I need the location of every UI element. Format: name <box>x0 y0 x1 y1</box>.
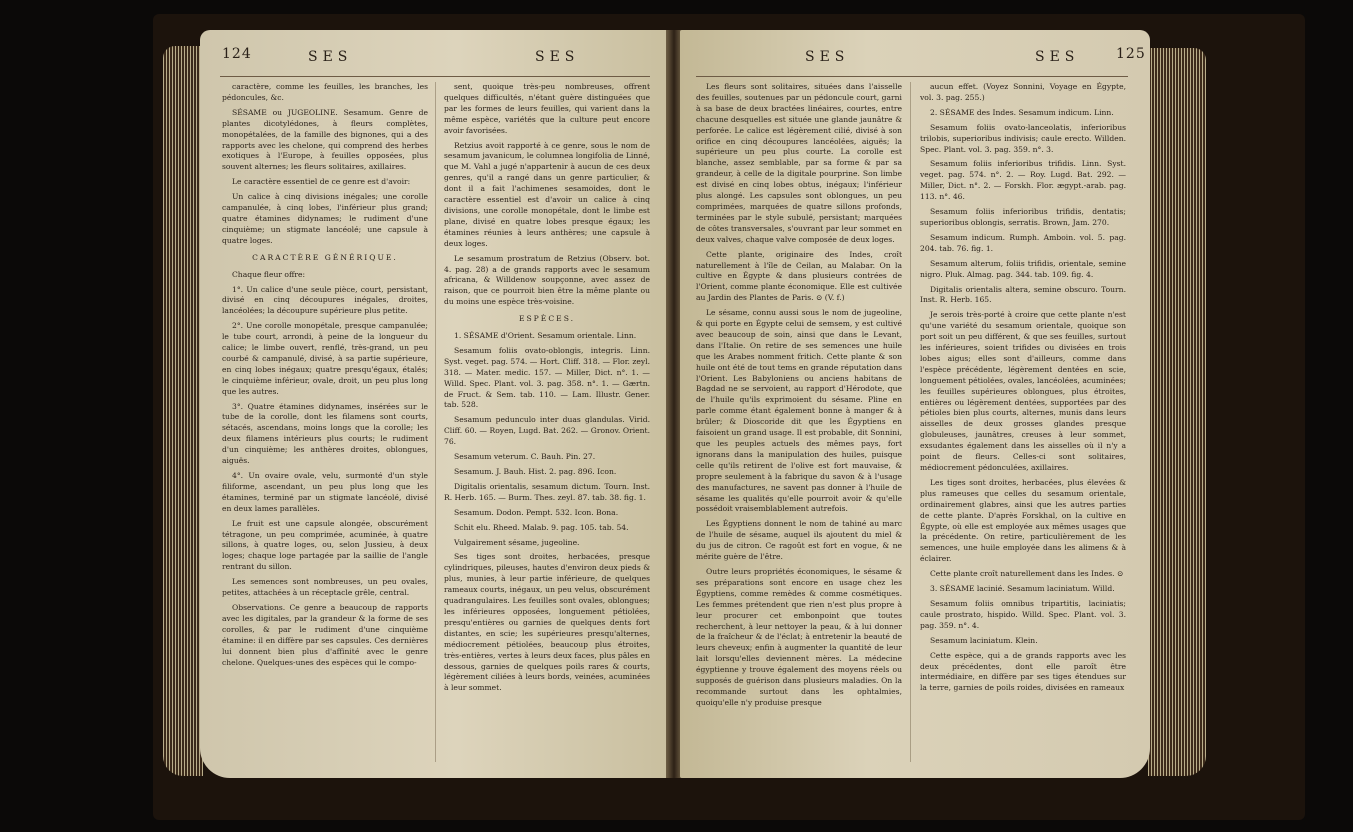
text-column <box>920 82 1126 698</box>
paragraph: Sesamum foliis ovato-oblongis, integris. Linn. Syst. veget. pag. 574. — Hort. Cliff. 318. — Flor. zeyl. 318. — Mater. medic. 157. — Miller, Dict. n°. 1. — Willd. Spec. Plant. vol. 3. pag. 358. n°. 1. — Gærtn. de Fruct. & Sem. tab. 110. — Lam. Illustr. Gener. tab. 528. <box>444 345 650 410</box>
paragraph: Sesamum indicum. Rumph. Amboin. vol. 5. pag. 204. tab. 76. fig. 1. <box>920 232 1126 253</box>
paragraph: Sesamum veterum. C. Bauh. Pin. 27. <box>454 452 596 462</box>
page-edges-left <box>163 46 203 776</box>
running-head: SES <box>805 49 850 65</box>
paragraph: Les Égyptiens donnent le nom de tahiné au marc de l'huile de sésame, auquel ils ajoutent du miel & du jus de citron. Ce ragoût est fort en vogue, & ne mérite guère de l'être. <box>696 519 902 562</box>
paragraph: Digitalis orientalis altera, semine obscuro. Tourn. Inst. R. Herb. 165. <box>920 284 1126 305</box>
paragraph: Vulgairement sésame, jugeoline. <box>454 537 580 547</box>
paragraph: Sesamum foliis ovato-lanceolatis, inferioribus trilobis, superioribus indivisis; caule erecto. Willden. Spec. Plant. vol. 3. pag. 359. n°. 3. <box>920 122 1126 154</box>
paragraph: 3°. Quatre étamines didynames, insérées sur le tube de la corolle, dont les filamens sont courts, sétacés, ascendans, moins longs que la corolle; les deux filamens intérieurs plus courts; le rudiment d'un cinquième; les anthères droites, oblongues, aiguës. <box>222 401 428 466</box>
paragraph: Sesamum foliis omnibus tripartitis, laciniatis; caule prostrato, hispido. Willd. Spec. Plant. vol. 3. pag. 359. n°. 4. <box>920 598 1126 630</box>
column-rule <box>435 82 436 762</box>
paragraph: caractère, comme les feuilles, les branches, les pédoncules, &c. <box>222 82 428 102</box>
column-rule <box>910 82 911 762</box>
paragraph: Observations. Ce genre a beaucoup de rapports avec les digitales, par la grandeur & la forme de ses corolles, & par le rudiment d'une cinquième étamine: il en diffère par ses capsules. Ces dernières lui donnent bien plus d'affinité avec le genre chelone. Quelques-unes des espèces qui le compo- <box>222 602 428 667</box>
page-number: 125 <box>1116 46 1146 62</box>
paragraph: Ses tiges sont droites, herbacées, presque cylindriques, pileuses, hautes d'environ deux pieds & plus, munies, à leur partie inférieure, de quelques rameaux courts, inégaux, un peu velus, obscurément quadrangulaires. Les feuilles sont ovales, oblongues; les inférieures opposées, longuement pétiolées, presqu'entières ou garnies de quelques dents fort distantes, en scie; les supérieures presqu'alternes, médiocrement pétiolées, beaucoup plus étroites, très-entières, vertes à leurs deux faces, plus pâles en dessous, garnies de quelques poils rares & courts, légèrement ciliées à leurs bords, veinées, acuminées à leur sommet. <box>444 552 650 693</box>
paragraph: Les tiges sont droites, herbacées, plus élevées & plus rameuses que celles du sesamum orientale, ordinairement glabres, ainsi que les autres parties de cette plante. D'après Forskhal, on la cultive en Égypte, où elle est employée aux mêmes usages que la précédente. On retire, particulièrement de les semences, une huile employée dans les alimens & à éclairer. <box>920 477 1126 564</box>
paragraph: Sesamum laciniatum. Klein. <box>930 635 1038 645</box>
paragraph: Sesamum foliis inferioribus trifidis. Linn. Syst. veget. pag. 574. n°. 2. — Roy. Lugd. Bat. 292. — Miller, Dict. n°. 2. — Forskh. Flor. ægypt.-arab. pag. 113. n°. 46. <box>920 159 1126 202</box>
page-number: 124 <box>222 46 252 62</box>
paragraph: 4°. Un ovaire ovale, velu, surmonté d'un style filiforme, ascendant, un peu plus long que les étamines, terminé par un stigmate lancéolé, divisé en deux lames parallèles. <box>222 471 428 513</box>
paragraph: Le sesamum prostratum de Retzius (Observ. bot. 4. pag. 28) a de grands rapports avec le sesamum africana, & Willdenow soupçonne, avec assez de raison, que ce pourroit bien être la même plante ou du moins une espèce très-voisine. <box>444 253 650 307</box>
paragraph: Le fruit est une capsule alongée, obscurément tétragone, un peu comprimée, acuminée, à quatre sillons, à quatre loges, ou, selon Jussieu, à deux loges; chaque loge partagée par la saillie de l'angle rentrant du sillon. <box>222 518 428 572</box>
paragraph: Un calice à cinq divisions inégales; une corolle campanulée, à cinq lobes, l'inférieur plus grand; quatre étamines didynames; le rudiment d'une cinquième; un stigmate lancéolé; une capsule à quatre loges. <box>222 192 428 245</box>
running-head: SES <box>308 49 353 65</box>
paragraph: Les fleurs sont solitaires, situées dans l'aisselle des feuilles, soutenues par un pédoncule court, garni à sa base de deux bractées linéaires, courtes, entre chacune desquelles est située une glande jaunâtre & perforée. Le calice est légèrement cilié, divisé à son orifice en cinq découpures lancéolées, aiguës; la supérieure un peu plus courte. La corolle est blanche, assez semblable, par sa forme & par sa grandeur, à celle de la digitale pourprine. Son limbe est divisé en cinq lobes obtus, inégaux; l'inférieur plus alongé. Les capsules sont oblongues, un peu comprimées, marquées de quatre sillons profonds, terminées par le style subulé, persistant; marquées de côtes transversales, s'ouvrant par leur sommet en deux valves, chaque valve composée de deux loges. <box>696 82 902 244</box>
text-column <box>222 82 428 672</box>
paragraph: Cette plante, originaire des Indes, croît naturellement à l'île de Ceilan, au Malabar. On la cultive en Égypte & dans plusieurs contrées de l'Orient, comme plante économique. Elle est cultivée au Jardin des Plantes de Paris. ⊙ (V. f.) <box>696 249 902 303</box>
paragraph: Cette plante croît naturellement dans les Indes. ⊙ <box>930 569 1124 579</box>
left-page <box>200 30 668 778</box>
paragraph: Je serois très-porté à croire que cette plante n'est qu'une variété du sesamum orientale, quoique son port soit un peu différent, & que ses feuilles, surtout les inférieures, soient trifides ou divisées en trois lobes aigus; elles sont d'ailleurs, comme dans l'espèce précédente, légèrement dentées en scie, longuement pétiolées, ovales, lancéolées, acuminées; les feuilles supérieures oblongues, plus étroites, entières ou légèrement dentées, supportées par des pétioles bien plus courts, alternes, munis dans leurs aisselles de deux grosses glandes presque globuleuses, jaunâtres, creuses à leur sommet, exsudantes également dans les aisselles où il n'y a point de fleurs. Celles-ci sont solitaires, médiocrement pédonculées, axillaires. <box>920 310 1126 472</box>
paragraph: 2. SÉSAME des Indes. Sesamum indicum. Linn. <box>930 107 1114 117</box>
paragraph: 2°. Une corolle monopétale, presque campanulée; le tube court, arrondi, à peine de la longueur du calice; le limbe ouvert, renflé, très-grand, un peu courbé & campanulé, divisé, à sa partie supérieure, en cinq lobes inégaux; quatre presqu'égaux, étalés; le cinquième inférieur, ovale, droit, un peu plus long que les autres. <box>222 321 428 396</box>
paragraph: Sesamum. J. Bauh. Hist. 2. pag. 896. Icon. <box>454 467 617 476</box>
paragraph: CARACTÈRE GÉNÉRIQUE. <box>252 252 398 262</box>
paragraph: Cette espèce, qui a de grands rapports avec les deux précédentes, dont elle paroît être intermédiaire, en diffère par ses tiges étendues sur la terre, garnies de poils roides, divisées en rameaux <box>920 650 1126 693</box>
paragraph: Digitalis orientalis, sesamum dictum. Tourn. Inst. R. Herb. 165. — Burm. Thes. zeyl. 87. tab. 38. fig. 1. <box>444 481 650 502</box>
paragraph: aucun effet. (Voyez Sonnini, Voyage en Égypte, vol. 3. pag. 255.) <box>920 82 1126 102</box>
paragraph: Chaque fleur offre: <box>232 269 306 279</box>
paragraph: Le caractère essentiel de ce genre est d'avoir: <box>232 177 411 187</box>
text-column <box>444 82 650 698</box>
paragraph: Sesamum foliis inferioribus trifidis, dentatis; superioribus oblongis, serratis. Brown, Jam. 270. <box>920 207 1126 227</box>
paragraph: 1. SÉSAME d'Orient. Sesamum orientale. Linn. <box>454 331 637 341</box>
paragraph: Les semences sont nombreuses, un peu ovales, petites, attachées à un réceptacle grêle, central. <box>222 577 428 598</box>
paragraph: Sesamum. Dodon. Pempt. 532. Icon. Bona. <box>454 507 619 517</box>
running-head: SES <box>535 49 580 65</box>
header-rule <box>220 76 650 77</box>
page-edges-right <box>1148 48 1206 776</box>
paragraph: ESPÈCES. <box>518 314 576 324</box>
paragraph: Retzius avoit rapporté à ce genre, sous le nom de sesamum javanicum, le columnea longifolia de Linné, que M. Vahl a jugé n'appartenir à aucun de ces deux genres, qu'il a rangé dans un genre particulier, & dont il a fait l'achimenes sesamoides, dont le caractère essentiel est d'avoir un calice à cinq divisions, une corolle monopétale, dont le limbe est plane, divisé en quatre lobes presque égaux; les étamines réunies à leurs anthères; une capsule à deux loges. <box>444 140 651 248</box>
text-column <box>696 82 902 713</box>
running-head: SES <box>1035 49 1080 65</box>
paragraph: Sesamum pedunculo inter duas glandulas. Virid. Cliff. 60. — Royen, Lugd. Bat. 262. — Gronov. Orient. 76. <box>444 415 650 447</box>
paragraph: Schit elu. Rheed. Malab. 9. pag. 105. tab. 54. <box>454 522 629 532</box>
paragraph: Outre leurs propriétés économiques, le sésame & ses préparations sont encore en usage chez les Égyptiens, comme remèdes & comme cosmétiques. Les femmes prétendent que rien n'est plus propre à leur procurer cet embonpoint que toutes recherchent, à leur nettoyer la peau, & à lui donner de la fraîcheur & de l'éclat; à entretenir la beauté de leurs cheveux; enfin à augmenter la quantité de leur lait lorsqu'elles deviennent mères. La médecine égyptienne y trouve également des moyens réels ou supposés de guérison dans plusieurs maladies. On la recommande surtout dans les ophtalmies, quoiqu'elle n'y produise presque <box>696 566 902 707</box>
header-rule <box>696 76 1128 77</box>
paragraph: sent, quoique très-peu nombreuses, offrent quelques difficultés, n'étant guère distinguées que par les formes de leurs feuilles, qui varient dans la même espèce, variétés que la culture peut encore avoir favorisées. <box>444 82 650 135</box>
paragraph: Le sésame, connu aussi sous le nom de jugeoline, & qui porte en Égypte celui de semsem, y est cultivé avec beaucoup de soin, ainsi que dans le Levant, dans l'Italie. On retire de ses semences une huile que les Arabes nomment fritich. Cette plante & son huile ont été de tout tems en grande réputation dans l'Orient. Les Babyloniens ou anciens habitans de Bagdad ne se servoient, au rapport d'Hérodote, que de l'huile qu'ils exprimoient du sésame. Pline en parle comme étant également bonne à manger & à brûler; & Dioscoride dit que les Égyptiens en faisoient un grand usage. Il est probable, dit Sonnini, que les peuples actuels des mêmes pays, fort ignorans dans la manipulation des huiles, puisque celle qu'ils retirent de l'olive est fort mauvaise, & propre seulement à la fabrique du savon & à l'usage des manufactures, ne savent pas donner à l'huile de sésame les qualités qu'elle pourroit avoir & qu'elle possédoit vraisemblablement autrefois. <box>696 308 902 514</box>
paragraph: SÉSAME ou JUGEOLINE. Sesamum. Genre de plantes dicotylédones, à fleurs complètes, monopétalées, de la famille des bignones, qui a des rapports avec les chelone, qui comprend des herbes exotiques à l'Europe, à feuilles opposées, plus souvent alternes; les fleurs solitaires, axillaires. <box>222 107 428 172</box>
right-page <box>680 30 1150 778</box>
paragraph: 1°. Un calice d'une seule pièce, court, persistant, divisé en cinq découpures inégales, droites, lancéolées; la découpure supérieure plus petite. <box>222 284 428 316</box>
paragraph: Sesamum alterum, foliis trifidis, orientale, semine nigro. Pluk. Almag. pag. 344. tab. 109. fig. 4. <box>920 258 1126 279</box>
paragraph: 3. SÉSAME lacinié. Sesamum laciniatum. Willd. <box>930 584 1115 594</box>
